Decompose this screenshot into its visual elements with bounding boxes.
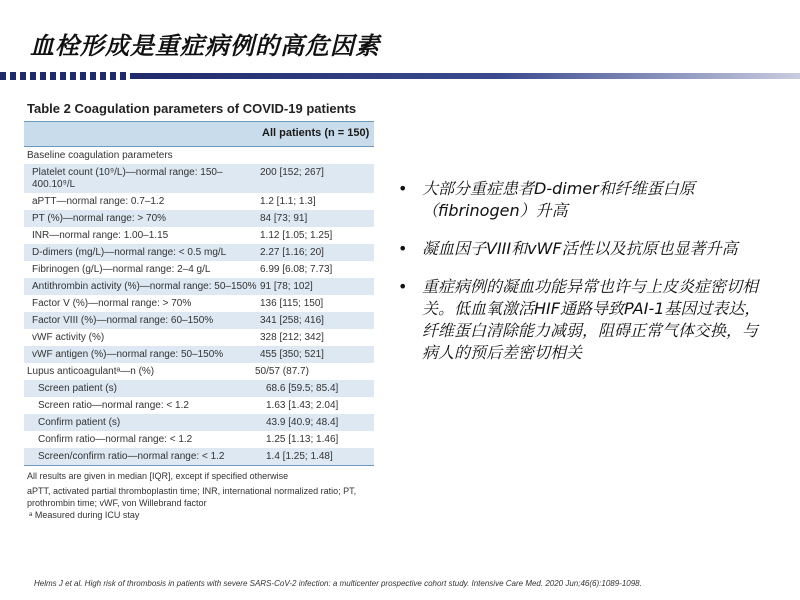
row-value: 84 [73; 91] bbox=[260, 213, 308, 224]
bullet-item bbox=[398, 238, 768, 260]
table-row bbox=[24, 448, 374, 466]
table-row bbox=[24, 278, 374, 295]
table-row bbox=[24, 193, 374, 210]
table-row bbox=[24, 312, 374, 329]
bullet-item bbox=[398, 178, 768, 222]
title-divider bbox=[0, 72, 800, 80]
divider-line bbox=[130, 73, 800, 79]
divider-squares bbox=[0, 72, 130, 80]
table-row bbox=[24, 346, 374, 363]
row-label: Antithrombin activity (%)—normal range: 50–150% bbox=[32, 281, 257, 292]
row-value: 328 [212; 342] bbox=[260, 332, 324, 343]
table-row bbox=[24, 329, 374, 346]
row-value: 455 [350; 521] bbox=[260, 349, 324, 360]
row-value: 68.6 [59.5; 85.4] bbox=[266, 383, 339, 394]
row-label: Factor VIII (%)—normal range: 60–150% bbox=[32, 315, 214, 326]
table-row bbox=[24, 414, 374, 431]
row-label: aPTT—normal range: 0.7–1.2 bbox=[32, 196, 165, 207]
table-header bbox=[24, 121, 374, 147]
row-label: Confirm patient (s) bbox=[38, 417, 121, 428]
row-label: Lupus anticoagulantᵃ—n (%) bbox=[27, 366, 155, 377]
bullet-text: 大部分重症患者D-dimer和纤维蛋白原（fibrinogen）升高 bbox=[422, 179, 695, 220]
row-value: 2.27 [1.16; 20] bbox=[260, 247, 324, 258]
row-label: Baseline coagulation parameters bbox=[27, 150, 173, 161]
row-label: Factor V (%)—normal range: > 70% bbox=[32, 298, 192, 309]
row-label: vWF antigen (%)—normal range: 50–150% bbox=[32, 349, 224, 360]
table-row bbox=[24, 363, 374, 380]
row-value: 1.2 [1.1; 1.3] bbox=[260, 196, 316, 207]
table-footnotes bbox=[24, 470, 374, 521]
row-label: Screen/confirm ratio—normal range: < 1.2 bbox=[38, 451, 225, 462]
row-label: D-dimers (mg/L)—normal range: < 0.5 mg/L bbox=[32, 247, 227, 258]
row-value: 43.9 [40.9; 48.4] bbox=[266, 417, 339, 428]
column-header-all-patients: All patients (n = 150) bbox=[262, 127, 370, 139]
bullet-item bbox=[398, 276, 768, 364]
table-title: Table 2 Coagulation parameters of COVID-19 patients bbox=[27, 101, 357, 116]
row-value: 6.99 [6.08; 7.73] bbox=[260, 264, 333, 275]
coagulation-table bbox=[24, 97, 374, 557]
row-label: Screen patient (s) bbox=[38, 383, 117, 394]
table-row bbox=[24, 164, 374, 193]
footnote-icu: ᵃ Measured during ICU stay bbox=[29, 510, 140, 520]
row-label: Platelet count (10⁹/L)—normal range: 150–400.10⁹/L bbox=[32, 167, 223, 190]
table-row bbox=[24, 397, 374, 414]
slide-title: 血栓形成是重症病例的高危因素 bbox=[30, 32, 380, 60]
row-label: INR—normal range: 1.00–1.15 bbox=[32, 230, 169, 241]
row-value: 91 [78; 102] bbox=[260, 281, 313, 292]
row-value: 341 [258; 416] bbox=[260, 315, 324, 326]
row-value: 136 [115; 150] bbox=[260, 298, 324, 309]
row-value: 50/57 (87.7) bbox=[255, 366, 309, 377]
table-row bbox=[24, 227, 374, 244]
row-label: PT (%)—normal range: > 70% bbox=[32, 213, 167, 224]
row-label: vWF activity (%) bbox=[32, 332, 105, 343]
table-row bbox=[24, 147, 374, 164]
table-row bbox=[24, 431, 374, 448]
table-row bbox=[24, 261, 374, 278]
citation: Helms J et al. High risk of thrombosis in patients with severe SARS-CoV-2 infection: a multicenter prospective cohort study. Intensive Care Med. 2020 Jun;46(6):1089-1098. bbox=[34, 579, 642, 588]
table-row bbox=[24, 244, 374, 261]
row-label: Fibrinogen (g/L)—normal range: 2–4 g/L bbox=[32, 264, 211, 275]
bullet-marker: • bbox=[398, 179, 408, 198]
row-value: 1.12 [1.05; 1.25] bbox=[260, 230, 333, 241]
footnote-abbreviations: aPTT, activated partial thromboplastin time; INR, international normalized ratio; PT, prothrombin time; vWF, von Willebrand factor bbox=[27, 486, 357, 508]
bullet-marker: • bbox=[398, 277, 408, 296]
row-value: 1.63 [1.43; 2.04] bbox=[266, 400, 339, 411]
table-row bbox=[24, 380, 374, 397]
table-row bbox=[24, 295, 374, 312]
row-value: 1.25 [1.13; 1.46] bbox=[266, 434, 339, 445]
row-value: 200 [152; 267] bbox=[260, 167, 324, 178]
bullet-list bbox=[398, 178, 768, 380]
footnote-summary: All results are given in median [IQR], except if specified otherwise bbox=[27, 471, 289, 481]
bullet-text: 凝血因子VIII和vWF活性以及抗原也显著升高 bbox=[422, 239, 738, 258]
row-label: Screen ratio—normal range: < 1.2 bbox=[38, 400, 189, 411]
row-value: 1.4 [1.25; 1.48] bbox=[266, 451, 333, 462]
bullet-text: 重症病例的凝血功能异常也许与上皮炎症密切相关。低血氧激活HIF通路导致PAI-1基因过表达，纤维蛋白清除能力减弱，阻碍正常气体交换，与病人的预后差密切相关 bbox=[422, 277, 761, 362]
table-row bbox=[24, 210, 374, 227]
row-label: Confirm ratio—normal range: < 1.2 bbox=[38, 434, 193, 445]
table-body bbox=[24, 147, 374, 466]
bullet-marker: • bbox=[398, 239, 408, 258]
